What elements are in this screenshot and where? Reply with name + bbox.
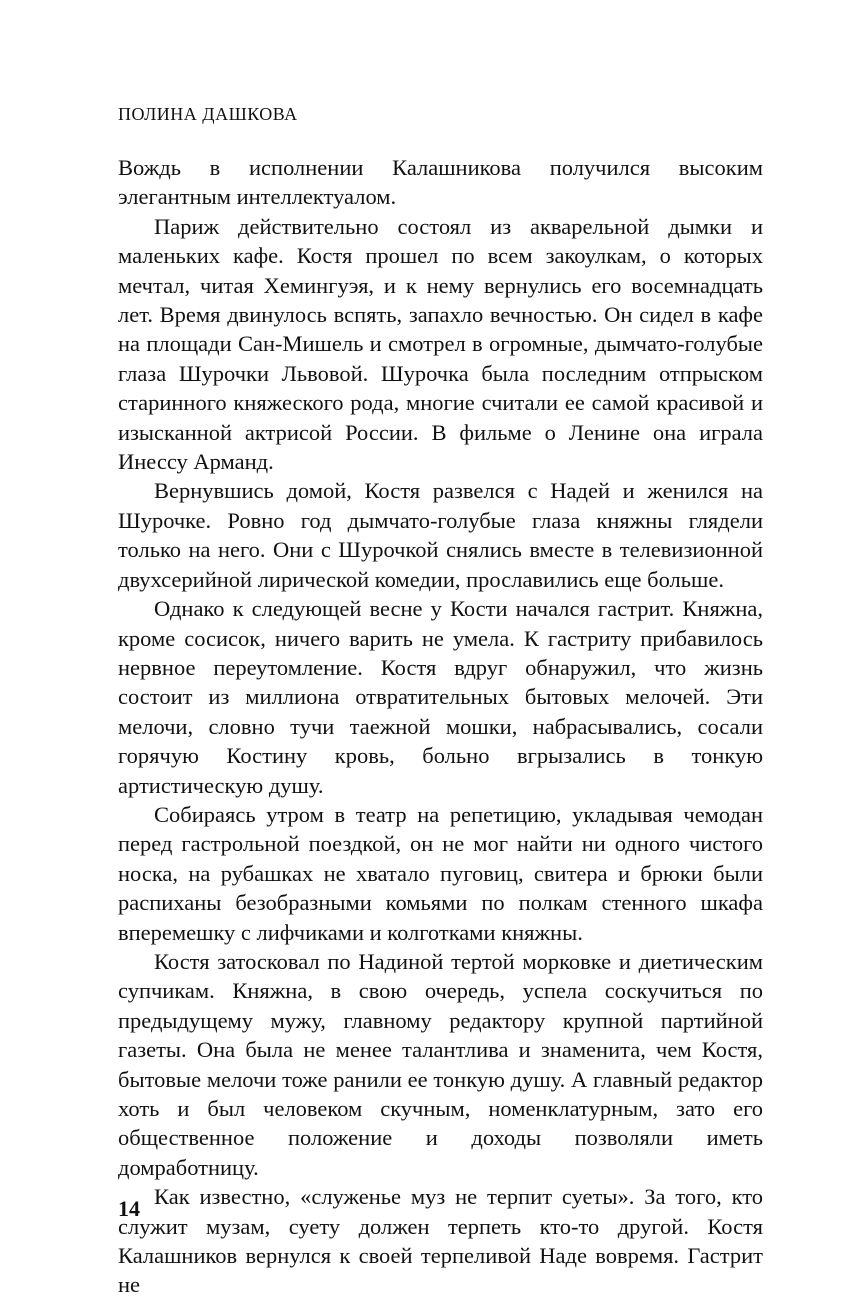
- running-head-author: ПОЛИНА ДАШКОВА: [118, 104, 298, 124]
- paragraph-7: Как известно, «служенье муз не терпит суеты». За того, кто служит музам, суету должен терпеть кто-то другой. Костя Калашников вернулся к своей терпеливой Наде вовремя. Гастрит не: [118, 1184, 763, 1298]
- body-text: [118, 153, 763, 1300]
- paragraph-5: Собираясь утром в театр на репетицию, укладывая чемодан перед гастрольной поездкой, он не мог найти ни одного чистого носка, на рубашках не хватало пуговиц, свитера и брюки были распиханы безобразными комьями по полкам стенного шкафа вперемешку с лифчиками и колготками княжны.: [118, 801, 763, 945]
- page-number: 14: [118, 1196, 140, 1221]
- paragraph-1: Вождь в исполнении Калашникова получился высоким элегантным интеллектуалом.: [118, 155, 763, 210]
- paragraph-4: Однако к следующей весне у Кости начался гастрит. Княжна, кроме сосисок, ничего варить не умела. К гастриту прибавилось нервное переутомление. Костя вдруг обнаружил, что жизнь состоит из миллиона отвратительных бытовых мелочей. Эти мелочи, словно тучи таежной мошки, набрасывались, сосали горячую Костину кровь, больно вгрызались в тонкую артистическую душу.: [118, 596, 763, 798]
- paragraph-6: Костя затосковал по Надиной тертой морковке и диетическим супчикам. Княжна, в свою очередь, успела соскучиться по предыдущему мужу, главному редактору крупной партийной газеты. Она была не менее талантлива и знаменита, чем Костя, бытовые мелочи тоже ранили ее тонкую душу. А главный редактор хоть и был человеком скучным, номенклатурным, зато его общественное положение и доходы позволяли иметь домработницу.: [118, 948, 763, 1180]
- paragraph-2: Париж действительно состоял из акварельной дымки и маленьких кафе. Костя прошел по всем закоулкам, о которых мечтал, читая Хемингуэя, и к нему вернулись его восемнадцать лет. Время двинулось вспять, запахло вечностью. Он сидел в кафе на площади Сан-Мишель и смотрел в огромные, дымчато-голубые глаза Шурочки Львовой. Шурочка была последним отпрыском старинного княжеского рода, многие считали ее самой красивой и изысканной актрисой России. В фильме о Ленине она играла Инессу Арманд.: [118, 213, 763, 475]
- paragraph-3: Вернувшись домой, Костя развелся с Надей и женился на Шурочке. Ровно год дымчато-голубые глаза княжны глядели только на него. Они с Шурочкой снялись вместе в телевизионной двухсерийной лирической комедии, прославились еще больше.: [118, 478, 763, 592]
